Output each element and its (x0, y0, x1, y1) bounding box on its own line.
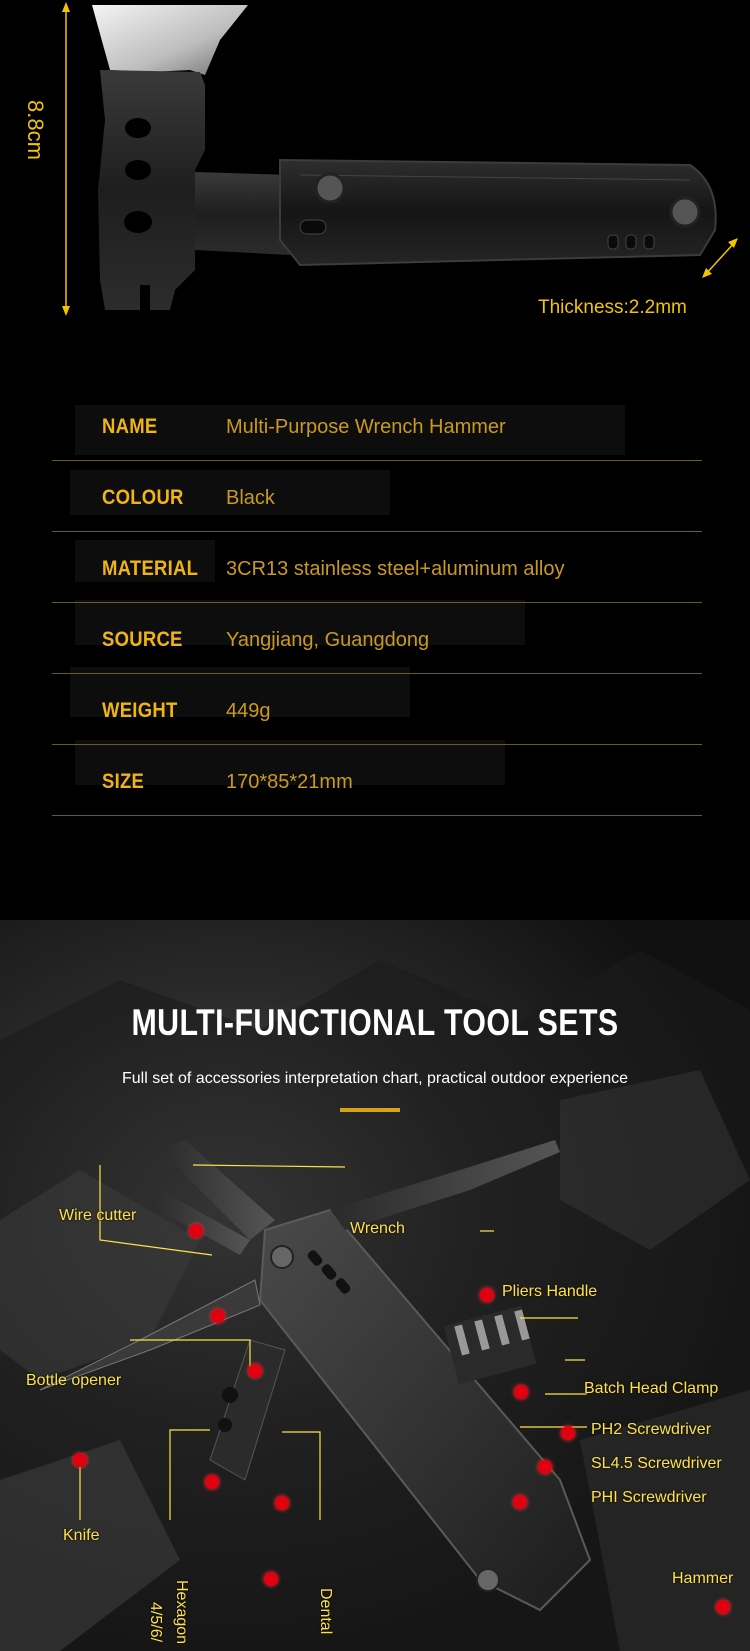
callout-ph2-screwdriver: PH2 Screwdriver (591, 1421, 712, 1438)
spec-value: 3CR13 stainless steel+aluminum alloy (226, 558, 565, 580)
callout-dental: Dental (317, 1588, 334, 1635)
thickness-dimension-label: Thickness:2.2mm (538, 297, 687, 318)
spec-label: MATERIAL (102, 557, 199, 580)
multi-functional-section (0, 920, 750, 1651)
marker-dot (73, 1453, 87, 1467)
spec-row-colour (52, 461, 702, 532)
marker-dot (264, 1572, 278, 1586)
marker-dot (513, 1495, 527, 1509)
product-photo-section (0, 0, 750, 345)
spec-value: Multi-Purpose Wrench Hammer (226, 416, 506, 438)
callout-hexagon: Hexagon (173, 1580, 190, 1645)
spec-row-name (52, 390, 702, 461)
marker-dot (716, 1600, 730, 1614)
spec-row-material (52, 532, 702, 603)
spec-value: Yangjiang, Guangdong (226, 629, 430, 651)
callout-sl45-screwdriver: SL4.5 Screwdriver (591, 1455, 722, 1472)
marker-dot (205, 1475, 219, 1489)
marker-dot (538, 1460, 552, 1474)
spec-row-source (52, 603, 702, 674)
marker-dot (189, 1224, 203, 1238)
spec-label: SIZE (102, 770, 145, 793)
spec-table (0, 345, 750, 920)
spec-value: 449g (226, 700, 271, 722)
callout-pliers-handle: Pliers Handle (502, 1283, 598, 1300)
callout-knife: Knife (63, 1527, 100, 1544)
marker-dot (561, 1426, 575, 1440)
callout-wrench: Wrench (350, 1220, 405, 1237)
callout-phi-screwdriver: PHI Screwdriver (591, 1489, 707, 1506)
section-subtitle: Full set of accessories interpretation chart, practical outdoor experience (121, 1070, 629, 1087)
callout-wire-cutter: Wire cutter (59, 1207, 137, 1224)
marker-dot (248, 1364, 262, 1378)
title-underline (340, 1108, 400, 1112)
spec-row-weight (52, 674, 702, 745)
marker-dot (211, 1309, 225, 1323)
spec-value: 170*85*21mm (226, 771, 353, 793)
marker-dot (514, 1385, 528, 1399)
spec-label: WEIGHT (102, 699, 178, 722)
callout-batch-head-clamp: Batch Head Clamp (584, 1380, 719, 1397)
marker-dot (480, 1288, 494, 1302)
callout-bottle-opener: Bottle opener (26, 1372, 122, 1389)
hammer-tool-illustration (0, 0, 750, 345)
spec-value: Black (226, 487, 275, 509)
callout-hammer: Hammer (672, 1570, 734, 1587)
callout-hex-sizes: 4/5/6/ (147, 1602, 164, 1643)
spec-row-size (52, 745, 702, 816)
spec-label: SOURCE (102, 628, 183, 651)
spec-label: COLOUR (102, 486, 184, 509)
section-title: MULTI-FUNCTIONAL TOOL SETS (131, 1002, 619, 1043)
height-dimension-label: 8.8cm (23, 100, 48, 160)
marker-dot (275, 1496, 289, 1510)
spec-label: NAME (102, 415, 158, 438)
